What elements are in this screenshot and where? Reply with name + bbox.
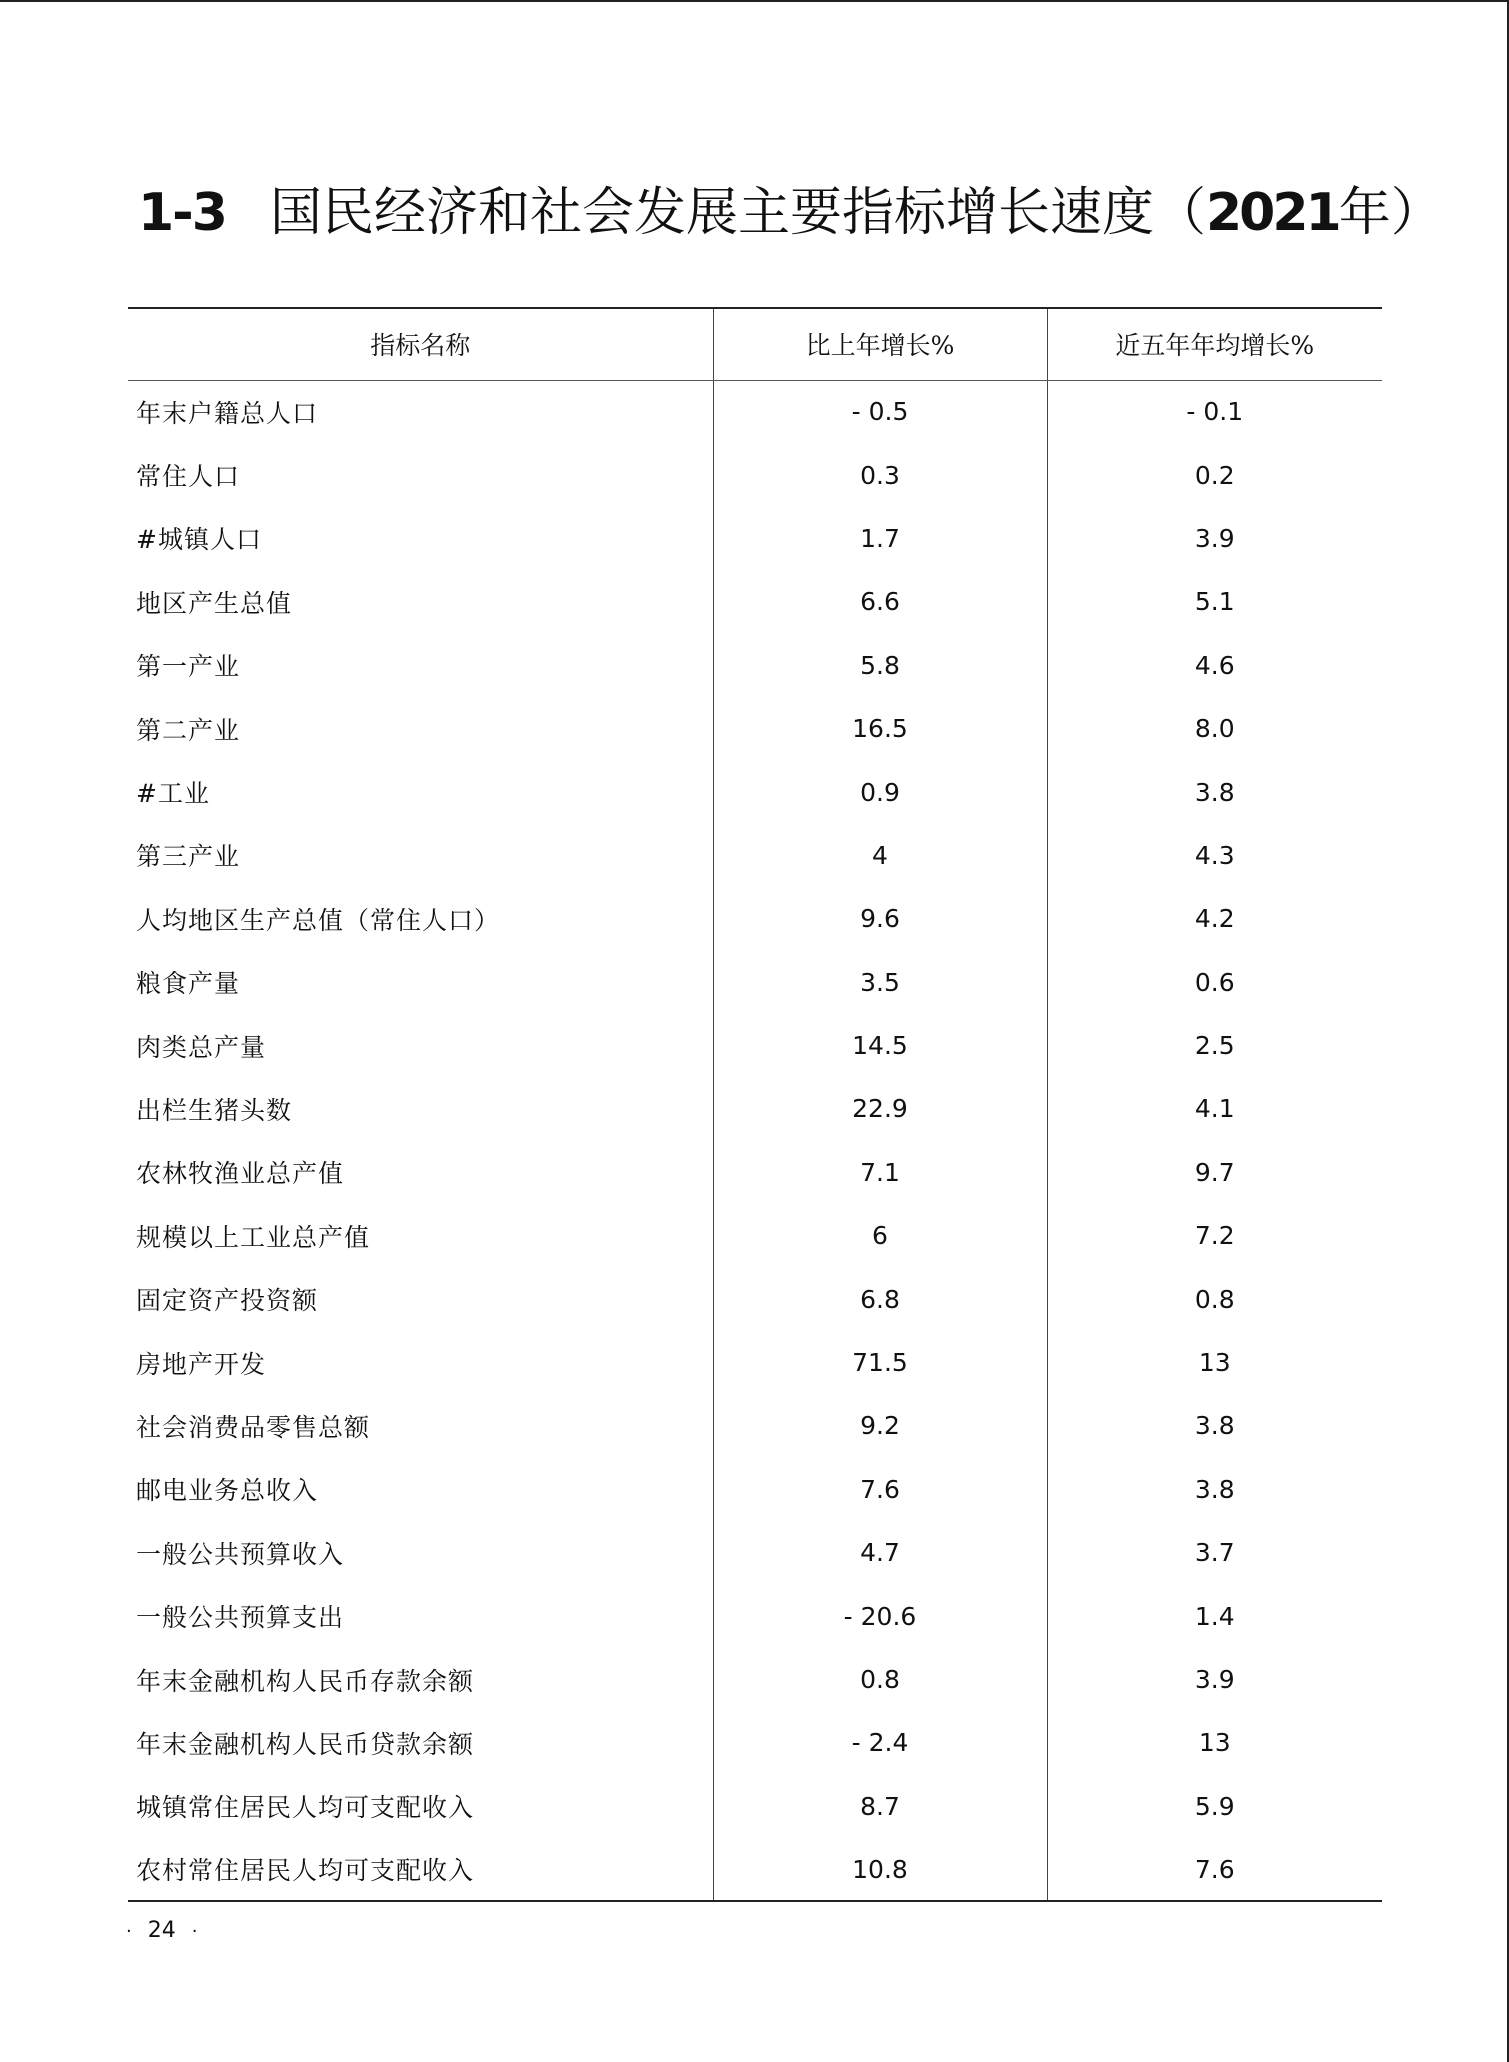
five-year-avg-cell: 0.6 (1047, 951, 1382, 1014)
table-row (128, 1711, 1382, 1774)
five-year-avg-cell: 5.9 (1047, 1775, 1382, 1838)
indicator-name-cell: 粮食产量 (136, 969, 241, 999)
yoy-growth-cell: 5.8 (713, 634, 1047, 697)
indicator-name-cell: 农村常住居民人均可支配收入 (128, 1838, 713, 1901)
yoy-growth-cell: - 0.5 (713, 380, 1047, 443)
indicator-name-cell: 房地产开发 (136, 1349, 267, 1379)
indicator-name-cell: 人均地区生产总值（常住人口） (136, 905, 501, 935)
table-row (128, 951, 1382, 1014)
table-row (128, 824, 1382, 887)
indicator-name-cell: #工业 (136, 779, 210, 809)
table-row (128, 697, 1382, 760)
yoy-growth-cell: 4.7 (713, 1521, 1047, 1584)
yoy-growth-cell: 10.8 (713, 1838, 1047, 1901)
table-row (128, 1331, 1382, 1394)
five-year-avg-cell: 2.5 (1047, 1014, 1382, 1077)
indicator-name-cell: 一般公共预算支出 (136, 1603, 345, 1633)
indicator-name-cell: 第三产业 (136, 842, 241, 872)
page-number-dot-left: · (126, 1921, 132, 1942)
table-row (128, 634, 1382, 697)
yoy-growth-cell: 16.5 (713, 697, 1047, 760)
table-row (128, 1648, 1382, 1711)
table-row (128, 1141, 1382, 1204)
table-row (128, 1394, 1382, 1457)
title-close-paren: ） (1390, 183, 1443, 243)
table-body (128, 380, 1382, 1901)
indicator-name-cell: 年末金融机构人民币存款余额 (136, 1666, 475, 1696)
table-header-row (128, 308, 1382, 380)
five-year-avg-cell: - 0.1 (1047, 380, 1382, 443)
table-row (128, 1267, 1382, 1330)
indicator-name-cell: 城镇常住居民人均可支配收入 (136, 1793, 475, 1823)
indicator-name-cell: 第二产业 (136, 715, 241, 745)
table-row (128, 760, 1382, 823)
yoy-growth-cell: 22.9 (713, 1077, 1047, 1140)
table-row (128, 887, 1382, 950)
page-border-top (0, 0, 1509, 2)
five-year-avg-cell: 7.2 (1047, 1204, 1382, 1267)
indicator-name-cell: 农林牧渔业总产值 (136, 1159, 345, 1189)
yoy-growth-cell: 6.6 (713, 570, 1047, 633)
yoy-growth-cell: 6.8 (713, 1267, 1047, 1330)
table-row (128, 1204, 1382, 1267)
table-row (128, 570, 1382, 633)
indicator-name-cell: 第一产业 (136, 652, 241, 682)
five-year-avg-cell: 4.3 (1047, 824, 1382, 887)
five-year-avg-cell: 9.7 (1047, 1141, 1382, 1204)
header-five-year-avg-growth: 近五年年均增长% (1047, 308, 1382, 380)
page-number: 24 (147, 1918, 176, 1943)
yoy-growth-cell: 4 (713, 824, 1047, 887)
table-row (128, 1775, 1382, 1838)
title-open-paren: （ (1153, 183, 1206, 243)
indicator-name-cell: 规模以上工业总产值 (136, 1222, 371, 1252)
five-year-avg-cell: 0.8 (1047, 1267, 1382, 1330)
yoy-growth-cell: 8.7 (713, 1775, 1047, 1838)
five-year-avg-cell: 13 (1047, 1711, 1382, 1774)
yoy-growth-cell: - 20.6 (713, 1584, 1047, 1647)
indicator-name-cell: 出栏生猪头数 (136, 1095, 293, 1125)
five-year-avg-cell: 4.1 (1047, 1077, 1382, 1140)
five-year-avg-cell: 0.2 (1047, 443, 1382, 506)
five-year-avg-cell: 4.2 (1047, 887, 1382, 950)
indicator-name-cell: 固定资产投资额 (136, 1286, 319, 1316)
table-number: 1-3 (138, 183, 226, 243)
yoy-growth-cell: 0.9 (713, 760, 1047, 823)
yoy-growth-cell: 9.6 (713, 887, 1047, 950)
title-text: 国民经济和社会发展主要指标增长速度 (269, 183, 1154, 243)
page-title (138, 178, 1443, 248)
yoy-growth-cell: 7.1 (713, 1141, 1047, 1204)
five-year-avg-cell: 3.9 (1047, 507, 1382, 570)
indicator-name-cell: 邮电业务总收入 (136, 1476, 319, 1506)
indicator-table (128, 307, 1382, 1902)
table-row (128, 1077, 1382, 1140)
five-year-avg-cell: 13 (1047, 1331, 1382, 1394)
indicator-name-cell: 社会消费品零售总额 (136, 1412, 371, 1442)
indicator-name-cell: 年末金融机构人民币贷款余额 (136, 1729, 475, 1759)
five-year-avg-cell: 3.9 (1047, 1648, 1382, 1711)
yoy-growth-cell: 9.2 (713, 1394, 1047, 1457)
table-row (128, 1458, 1382, 1521)
five-year-avg-cell: 3.8 (1047, 1458, 1382, 1521)
title-year: 2021 (1205, 183, 1339, 243)
table-row (128, 380, 1382, 443)
yoy-growth-cell: 3.5 (713, 951, 1047, 1014)
yoy-growth-cell: 71.5 (713, 1331, 1047, 1394)
indicator-table-container (128, 307, 1382, 1902)
indicator-name-cell: 常住人口 (136, 462, 241, 492)
five-year-avg-cell: 7.6 (1047, 1838, 1382, 1901)
indicator-name-cell: 一般公共预算收入 (136, 1539, 345, 1569)
table-row (128, 1584, 1382, 1647)
table-row (128, 1838, 1382, 1901)
five-year-avg-cell: 5.1 (1047, 570, 1382, 633)
five-year-avg-cell: 3.8 (1047, 760, 1382, 823)
indicator-name-cell: 地区产生总值 (136, 588, 293, 618)
page-footer (126, 1918, 197, 1943)
table-row (128, 443, 1382, 506)
yoy-growth-cell: 0.8 (713, 1648, 1047, 1711)
indicator-name-cell: 年末户籍总人口 (136, 398, 319, 428)
table-row (128, 1521, 1382, 1584)
five-year-avg-cell: 4.6 (1047, 634, 1382, 697)
yoy-growth-cell: 1.7 (713, 507, 1047, 570)
yoy-growth-cell: 14.5 (713, 1014, 1047, 1077)
yoy-growth-cell: - 2.4 (713, 1711, 1047, 1774)
title-year-suffix: 年 (1338, 183, 1391, 243)
indicator-name-cell: #城镇人口 (136, 525, 262, 555)
five-year-avg-cell: 3.7 (1047, 1521, 1382, 1584)
five-year-avg-cell: 8.0 (1047, 697, 1382, 760)
table-row (128, 507, 1382, 570)
page-number-dot-right: · (191, 1921, 198, 1942)
header-yoy-growth: 比上年增长% (713, 308, 1047, 380)
indicator-name-cell: 肉类总产量 (136, 1032, 267, 1062)
yoy-growth-cell: 0.3 (713, 443, 1047, 506)
header-indicator-name: 指标名称 (128, 308, 713, 380)
yoy-growth-cell: 7.6 (713, 1458, 1047, 1521)
five-year-avg-cell: 1.4 (1047, 1584, 1382, 1647)
five-year-avg-cell: 3.8 (1047, 1394, 1382, 1457)
table-row (128, 1014, 1382, 1077)
yoy-growth-cell: 6 (713, 1204, 1047, 1267)
